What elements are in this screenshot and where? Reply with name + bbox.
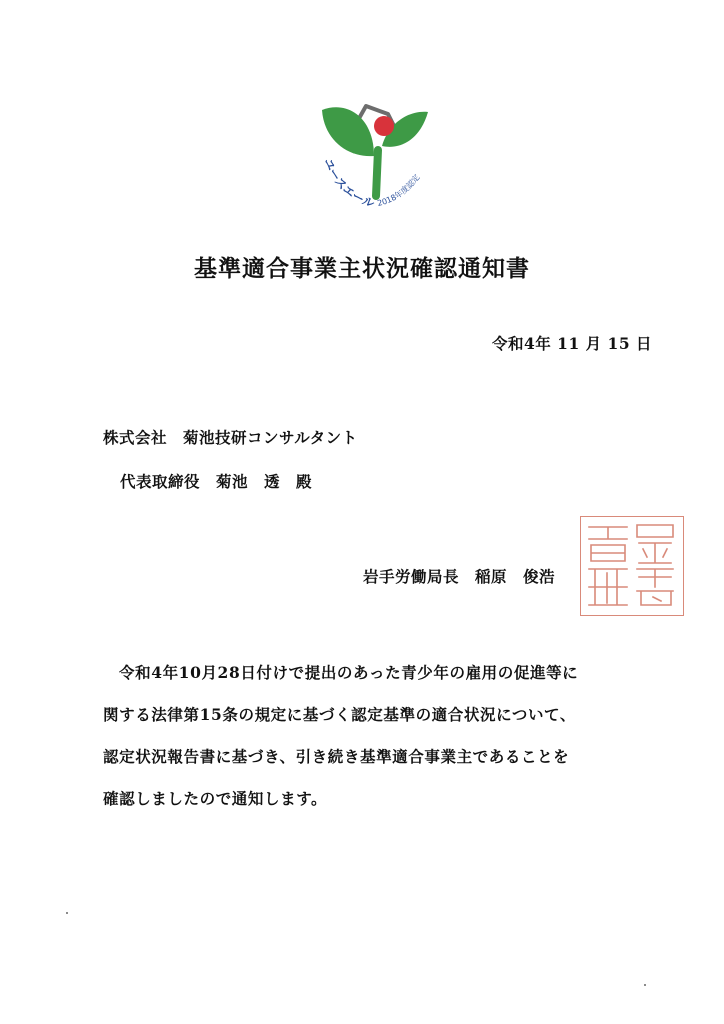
notice-body-line: 認定状況報告書に基づき、引き続き基準適合事業主であることを [103, 747, 570, 766]
official-seal [580, 516, 684, 616]
notice-body-line: 確認しましたので通知します。 [103, 789, 328, 808]
document-title: 基準適合事業主状況確認通知書 [194, 255, 530, 282]
scan-speck [644, 984, 646, 986]
youth-yell-logo [318, 100, 438, 218]
notice-body-line: 関する法律第15条の規定に基づく認定基準の適合状況について、 [103, 705, 576, 724]
youth-yell-logo-icon [318, 100, 438, 218]
official-seal-icon [581, 517, 682, 614]
notice-body-line: 令和4年10月28日付けで提出のあった青少年の雇用の促進等に [119, 663, 579, 682]
issuer-name: 岩手労働局長 稲原 俊浩 [363, 567, 556, 586]
logo-text: ユースエール [321, 156, 377, 211]
svg-text:2018年度認定 [376, 172, 421, 208]
svg-text:ユースエール [321, 156, 377, 211]
addressee-company: 株式会社 菊池技研コンサルタント [103, 428, 358, 447]
scan-speck [66, 912, 68, 914]
addressee-representative: 代表取締役 菊池 透 殿 [120, 472, 313, 491]
issue-date: 令和4年 11 月 15 日 [491, 334, 652, 353]
logo-year-text: 2018年度認定 [376, 172, 422, 208]
notice-body [103, 652, 683, 820]
